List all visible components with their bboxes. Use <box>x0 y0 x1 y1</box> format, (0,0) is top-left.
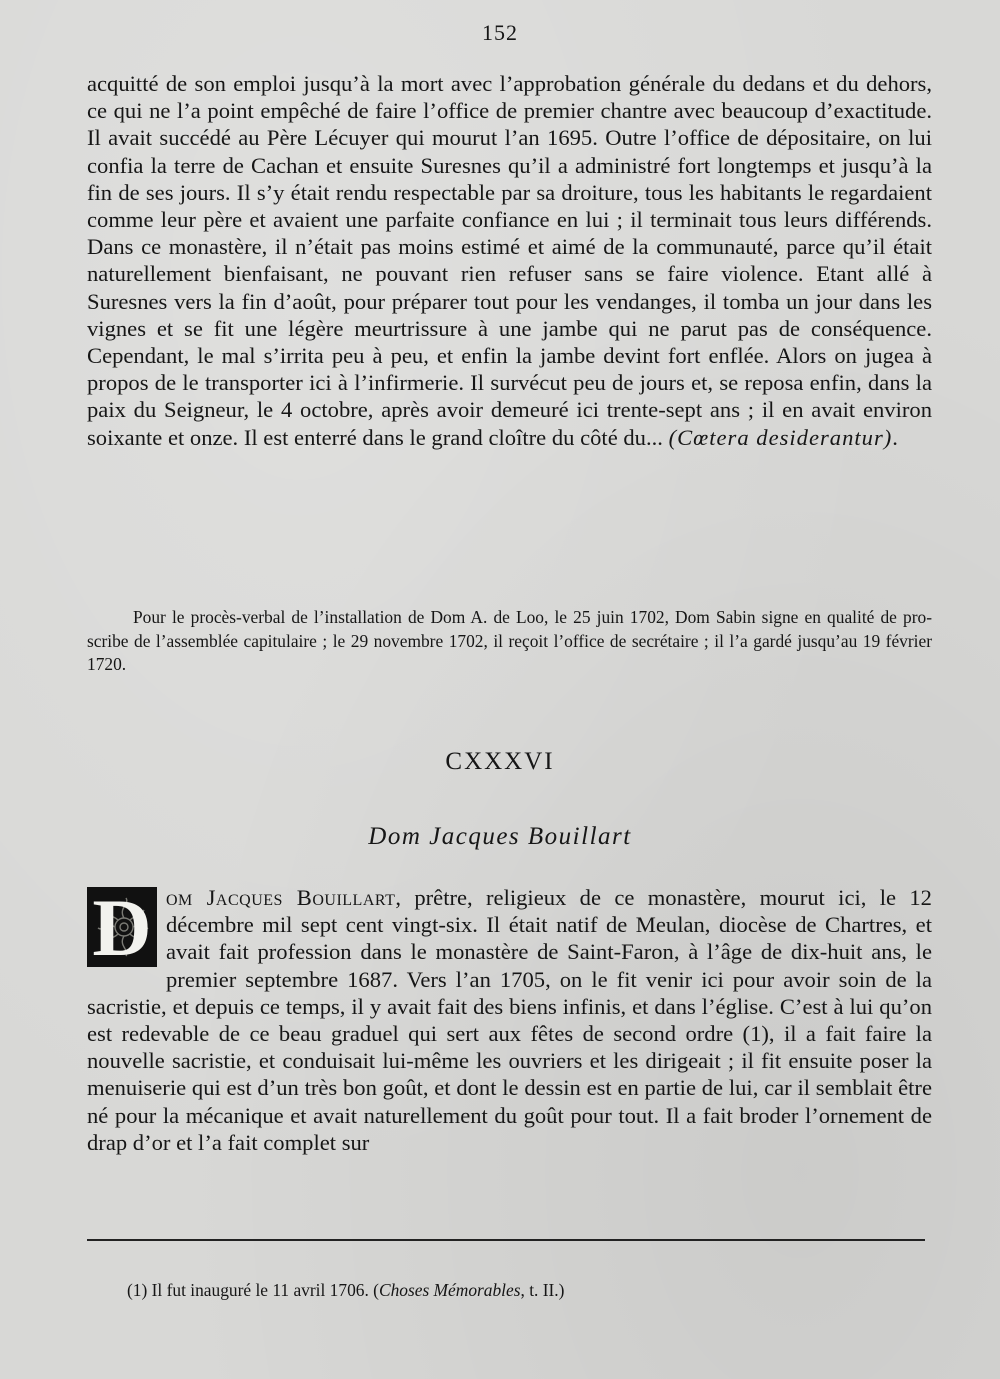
paragraph-1-italic: (Cœtera desiderantur) <box>668 424 893 450</box>
chapter-number: CXXXVI <box>445 748 555 775</box>
footnote <box>127 1279 564 1301</box>
paragraph-1-end: . <box>892 424 898 450</box>
footnote-end: , t. II.) <box>520 1280 565 1300</box>
footnote-divider <box>87 1239 925 1241</box>
paragraph-1-text: acquitté de son emploi jusqu’à la mort avec l’approbation générale du dedans et du dehors, ce qui ne l’a point empêché de faire l’office de premier chantre avec beaucoup d’exactitude. Il avait succédé au Père Lécuyer qui mourut l’an 1695. Outre l’office de dépositaire, on lui confia la terre de Cachan et ensuite Suresnes qu’il a administré fort longtemps et jusqu’à la fin de ses jours. Il s’y était rendu respectable par sa droiture, tous les habitants le regardaient comme leur père et avaient une parfaite confiance en lui ; il terminait tous leurs différends. Dans ce monastère, il n’était pas moins estimé et aimé de la communauté, parce qu’il était naturellement bienfaisant, ne pouvant rien refuser sans se faire violence. Etant allé à Suresnes vers la fin d’août, pour préparer tout pour les vendanges, il tomba un jour dans les vignes et se fit une légère meurtrissure à une jambe qui ne parut pas de conséquence. Cependant, le mal s’irrita peu à peu, et enfin la jambe devint fort enflée. Alors on jugea à propos de le transporter ici à l’infirmerie. Il survécut peu de jours et, se reposa enfin, dans la paix du Seigneur, le 4 octobre, après avoir demeuré ici trente-sept ans ; il en avait environ soixante et onze. Il est enterré dans le grand cloître du côté du... <box>87 71 932 450</box>
body-paragraph-2 <box>87 884 932 1156</box>
subject-name: om Jacques Bouillart <box>166 885 396 910</box>
footnote-paren: ( <box>373 1280 379 1300</box>
chapter-title: Dom Jacques Bouillart <box>368 823 632 850</box>
footnote-marker: (1) <box>127 1280 148 1300</box>
page-number: 152 <box>482 20 518 45</box>
ornamental-dropcap <box>87 887 157 967</box>
editor-note: Pour le procès-verbal de l’installation de Dom A. de Loo, le 25 juin 1702, Dom Sabin signe en qualité de pro-scribe de l’assemblée capitulaire ; le 29 novembre 1702, il reçoit l’office de secrétaire ; il l’a gardé jusqu’au 19 février 1720. <box>87 607 932 675</box>
dropcap-letter: D <box>92 887 152 967</box>
footnote-italic: Choses Mémorables <box>378 1280 521 1300</box>
footnote-text: Il fut inauguré le 11 avril 1706. <box>151 1280 369 1300</box>
paragraph-2-text: , prêtre, religieux de ce monastère, mourut ici, le 12 décembre mil sept cent vingt-six. Il était natif de Meulan, diocèse de Chartres, et avait fait profession dans le monastère de Saint-Faron, à l’âge de dix-huit ans, le premier septembre 1687. Vers l’an 1705, on le fit venir ici pour avoir soin de la sacristie, et depuis ce temps, il y avait fait des biens infinis, et dans l’église. C’est à lui qu’on est redevable de ce beau graduel qui sert aux fêtes de second ordre (1), il a fait faire la nouvelle sacristie, et conduisait lui-même les ouvriers et les dirigeait ; il fit ensuite poser la menuiserie qui est d’un très bon goût, et dont le dessin est en partie de lui, car il semblait être né pour la mécanique et avait naturellement du goût pour tout. Il a fait broder l’ornement de drap d’or et l’a fait complet sur <box>87 885 932 1155</box>
body-paragraph-1 <box>87 70 932 451</box>
